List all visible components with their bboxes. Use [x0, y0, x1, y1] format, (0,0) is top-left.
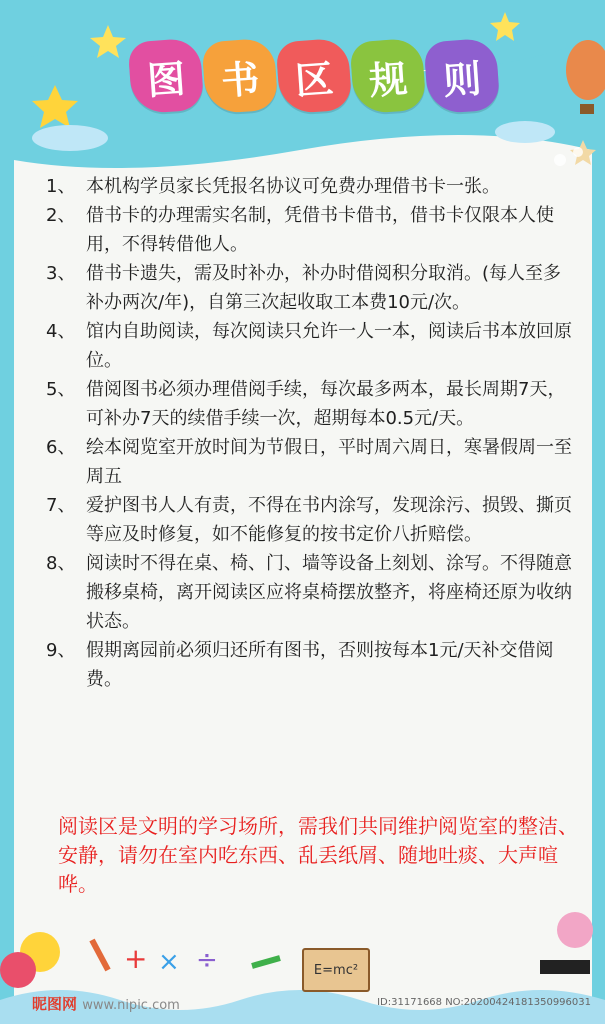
rule-number: 7、 [46, 495, 76, 516]
rule-text: 绘本阅览室开放时间为节假日，平时周六周日，寒暑假周一至周五 [86, 437, 572, 487]
bubble-icon [554, 154, 566, 166]
notice-text: 阅读区是文明的学习场所，需我们共同维护阅览室的整洁、安静，请勿在室内吃东西、乱丢纸屑、随地吐痰、大声喧哗。 [58, 814, 578, 896]
bubble-icon [573, 147, 583, 157]
balloon-icon [0, 952, 36, 988]
graduation-cap-icon [540, 960, 590, 974]
image-id-stamp: ID:31171668 NO:20200424181350996031 [377, 997, 591, 1008]
rule-text: 借阅图书必须办理借阅手续，每次最多两本，最长周期7天，可补办7天的续借手续一次，超期每本0.5元/天。 [86, 379, 566, 429]
watermark-brand: 昵图网 [32, 995, 78, 1013]
rule-text: 爱护图书人人有责，不得在书内涂写，发现涂污、损毁、撕页等应及时修复，如不能修复的按书定价八折赔偿。 [86, 495, 572, 545]
rule-number: 8、 [46, 553, 76, 574]
rule-number: 3、 [46, 263, 76, 284]
formula-sign: E=mc² [302, 948, 370, 992]
rule-text: 阅读时不得在桌、椅、门、墙等设备上刻划、涂写。不得随意搬移桌椅，离开阅读区应将桌椅摆放整齐，将座椅还原为收纳状态。 [86, 553, 572, 632]
title-char: 区 [276, 38, 353, 115]
rule-number: 9、 [46, 640, 76, 661]
list-item [46, 375, 576, 433]
title-char: 图 [128, 38, 205, 115]
watermark [32, 993, 180, 1014]
list-item [46, 201, 576, 259]
rule-text: 本机构学员家长凭报名协议可免费办理借书卡一张。 [86, 176, 500, 197]
plus-sign-icon: + [124, 942, 148, 975]
list-item [46, 259, 576, 317]
times-sign-icon: × [158, 947, 180, 977]
cloud-icon [32, 125, 108, 151]
page-title [130, 40, 510, 120]
minus-sign-icon [252, 958, 280, 966]
star-icon [490, 12, 520, 41]
list-item [46, 636, 576, 694]
title-char: 则 [424, 38, 501, 115]
list-item [46, 491, 576, 549]
rule-number: 5、 [46, 379, 76, 400]
rule-number: 1、 [46, 176, 76, 197]
rule-text: 假期离园前必须归还所有图书，否则按每本1元/天补交借阅费。 [86, 640, 554, 690]
title-char: 规 [350, 38, 427, 115]
title-char: 书 [202, 38, 279, 115]
rule-text: 借书卡遗失，需及时补办，补办时借阅积分取消。(每人至多补办两次/年)，自第三次起收取工本费10元/次。 [86, 263, 562, 313]
rule-text: 借书卡的办理需实名制，凭借书卡借书，借书卡仅限本人使用，不得转借他人。 [86, 205, 554, 255]
rule-number: 6、 [46, 437, 76, 458]
cloud-icon [495, 121, 555, 143]
rules-list [46, 172, 576, 694]
watermark-url: www.nipic.com [82, 998, 180, 1013]
rule-number: 2、 [46, 205, 76, 226]
divide-sign-icon: ÷ [196, 945, 218, 975]
rule-number: 4、 [46, 321, 76, 342]
list-item [46, 433, 576, 491]
list-item [46, 172, 576, 201]
list-item [46, 317, 576, 375]
rule-text: 馆内自助阅读，每次阅读只允许一人一本，阅读后书本放回原位。 [86, 321, 572, 371]
list-item [46, 549, 576, 636]
balloon-icon [557, 912, 593, 948]
